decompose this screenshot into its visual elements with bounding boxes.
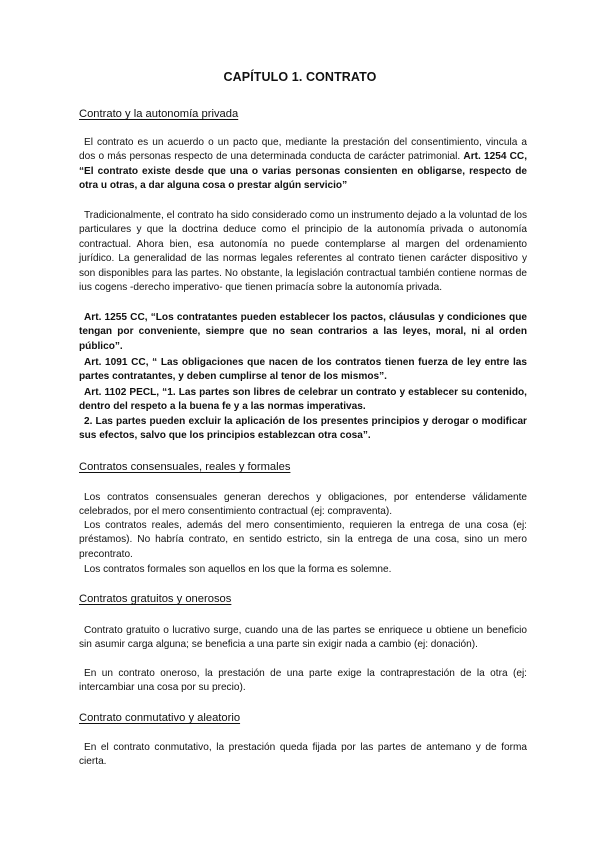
paragraph-consensuales: [79, 491, 527, 520]
paragraph-text: 2. Las partes pueden excluir la aplicación de los presentes principios y derogar o modificar sus efectos, salvo que los principios establezcan otra cosa”.: [79, 416, 527, 442]
paragraph-oneroso: [79, 667, 527, 696]
paragraph-conmutativo: [79, 741, 527, 770]
section-heading-gratuitos: Contratos gratuitos y onerosos: [79, 593, 232, 605]
paragraph-text: Los contratos formales son aquellos en los que la forma es solemne.: [84, 564, 392, 575]
paragraph-text: Los contratos consensuales generan derechos y obligaciones, por entenderse válidamente celebrados, por el mero consentimiento contractual (ej: compraventa).: [79, 492, 527, 518]
chapter-title: CAPÍTULO 1. CONTRATO: [223, 70, 377, 84]
paragraph-tradicionalmente: [79, 209, 527, 295]
paragraph-contrato-definicion: [79, 136, 527, 194]
paragraph-text: Art. 1255 CC, “Los contratantes pueden establecer los pactos, cláusulas y condiciones que tengan por conveniente, siempre que no sean contrarios a las leyes, moral, ni al orden público”.: [79, 312, 527, 352]
paragraph-text: Art. 1091 CC, “ Las obligaciones que nacen de los contratos tienen fuerza de ley entre las partes contratantes, y deben cumplirse al tenor de los mismos”.: [79, 357, 527, 383]
paragraph-reales: [79, 519, 527, 562]
paragraph-text: Tradicionalmente, el contrato ha sido considerado como un instrumento dejado a la voluntad de los particulares y que la doctrina deduce como el principio de la autonomía privada o autonomía contractual. Ahora bien, esa autonomía no puede contemplarse al margen del ordenamiento jurídico. La generalidad de las normas legales referentes al contrato tienen carácter dispositivo y son disponibles para las partes. No obstante, la legislación contractual también contiene normas de ius cogens -derecho imperativo- que tienen primacía sobre la autonomía privada.: [79, 210, 527, 294]
article-1254-quote: Art. 1254 CC, “El contrato existe desde que una o varias personas consienten en obligarse, respecto de otra u otras, a dar alguna cosa o prestar algún servicio”: [79, 151, 527, 192]
paragraph-text: En el contrato conmutativo, la prestación queda fijada por las partes de antemano y de forma cierta.: [79, 742, 527, 768]
paragraph-text: El contrato es un acuerdo o un pacto que, mediante la prestación del consentimiento, vincula a dos o más personas respecto de una determinada conducta de carácter patrimonial.: [79, 137, 527, 163]
paragraph-formales: [79, 563, 527, 577]
article-1102-quote: [79, 386, 527, 415]
article-1091-quote: [79, 356, 527, 385]
article-1102-point-2: [79, 415, 527, 444]
paragraph-text: Art. 1102 PECL, “1. Las partes son libres de celebrar un contrato y establecer su contenido, dentro del respeto a la buena fe y a las normas imperativas.: [79, 387, 527, 413]
article-1255-quote: [79, 311, 527, 354]
section-heading-consensuales: Contratos consensuales, reales y formales: [79, 461, 291, 473]
paragraph-text: Contrato gratuito o lucrativo surge, cuando una de las partes se enriquece u obtiene un beneficio sin asumir carga alguna; se beneficia a una parte sin exigir nada a cambio (ej: donación).: [79, 625, 527, 651]
paragraph-text: En un contrato oneroso, la prestación de una parte exige la contraprestación de la otra (ej: intercambiar una cosa por su precio).: [79, 668, 527, 694]
paragraph-gratuito: [79, 624, 527, 653]
section-heading-conmutativo: Contrato conmutativo y aleatorio: [79, 712, 241, 724]
section-heading-autonomia: Contrato y la autonomía privada: [79, 108, 239, 120]
paragraph-text: Los contratos reales, además del mero consentimiento, requieren la entrega de una cosa (ej: préstamos). No habría contrato, en sentido estricto, sin la entrega de una cosa, sino un mero precontrato.: [79, 520, 527, 560]
